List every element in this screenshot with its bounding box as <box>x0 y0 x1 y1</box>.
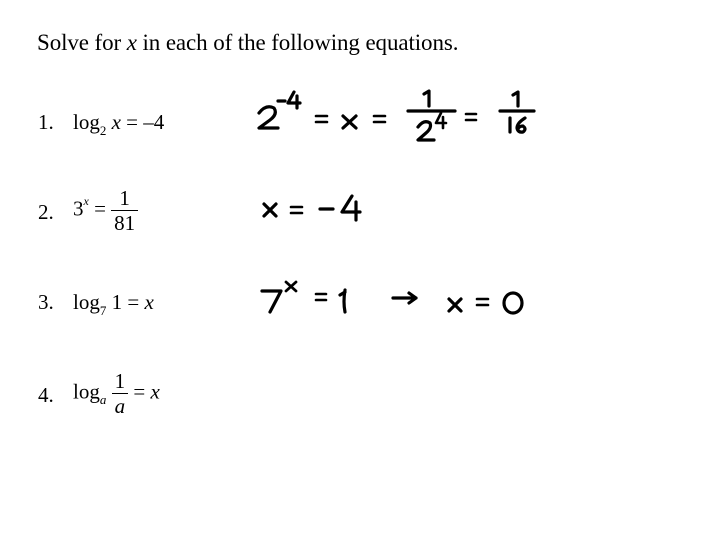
fraction-denominator: 81 <box>111 210 138 235</box>
fraction-numerator: 1 <box>119 186 130 210</box>
fraction-numerator: 1 <box>114 369 126 393</box>
log-function: log <box>73 379 100 404</box>
handwriting-line-1 <box>259 91 534 140</box>
problem-number: 3. <box>38 290 54 314</box>
log-base: a <box>99 392 107 408</box>
equation-rhs: = –4 <box>120 110 165 134</box>
log-base: 7 <box>99 303 107 318</box>
power-base: 3 <box>73 196 84 221</box>
equals-sign: = <box>128 379 151 404</box>
title-suffix: in each of the following equations. <box>136 30 459 55</box>
log-function: log <box>73 290 100 314</box>
power-exponent: x <box>83 194 89 209</box>
log-argument: 1 = <box>111 290 145 314</box>
handwriting-line-3 <box>262 282 522 313</box>
problem-number: 4. <box>38 383 54 407</box>
log-argument: x <box>111 110 121 134</box>
log-base: 2 <box>99 123 107 138</box>
handwriting-line-2 <box>264 196 360 220</box>
problem-number: 2. <box>38 200 54 224</box>
title-prefix: Solve for <box>37 30 127 55</box>
problem-number: 1. <box>38 110 54 134</box>
equation-rhs: x <box>144 290 154 314</box>
title-variable: x <box>126 30 137 55</box>
log-function: log <box>73 110 100 134</box>
equation-rhs: x <box>150 379 160 404</box>
equals-sign: = <box>88 196 112 221</box>
fraction-denominator: a <box>112 393 129 418</box>
